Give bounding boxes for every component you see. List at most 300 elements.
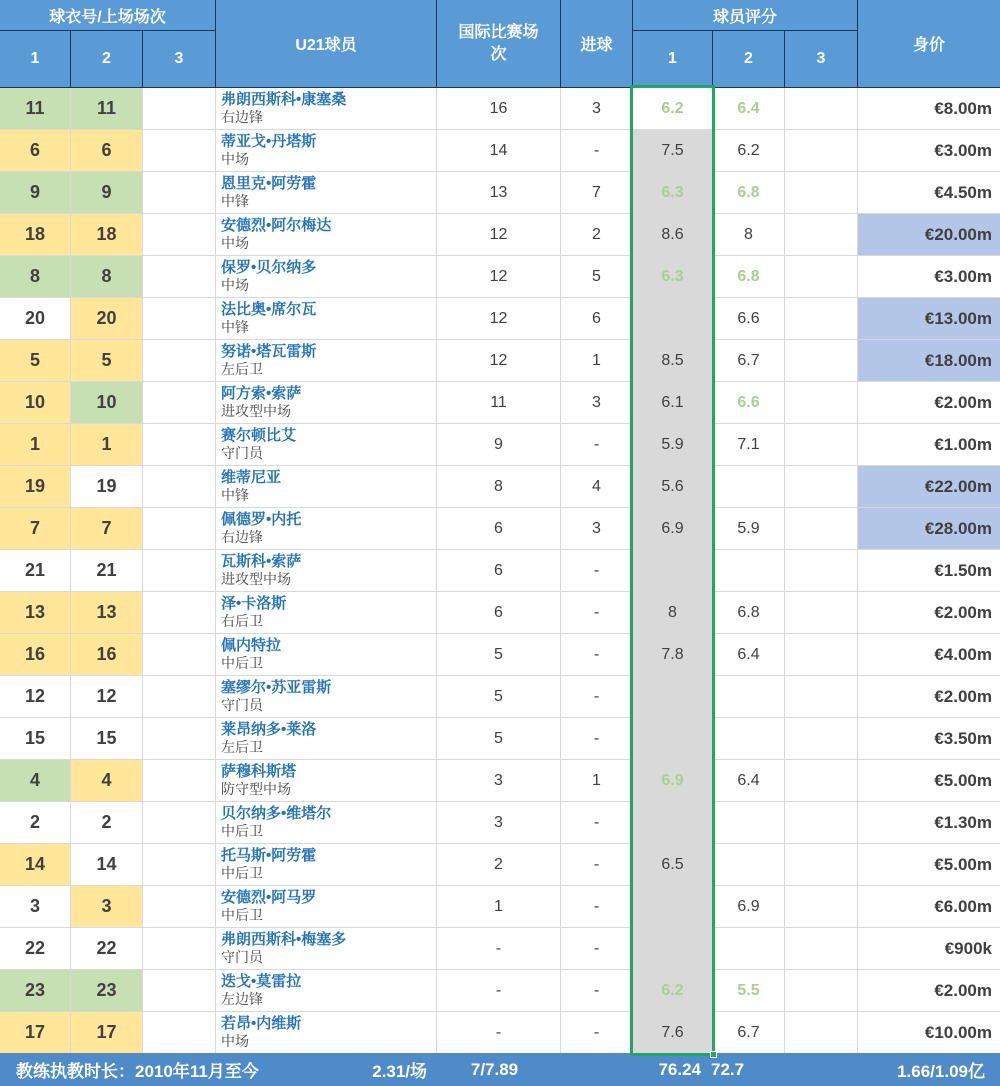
value-cell[interactable]: €3.00m — [858, 256, 1000, 297]
player-name: 努诺•塔瓦雷斯 — [221, 343, 317, 361]
intl-matches-cell[interactable]: 3 — [437, 802, 560, 843]
jersey-2-cell[interactable]: 17 — [71, 1012, 142, 1053]
rating-2-cell[interactable]: 6.9 — [713, 886, 784, 927]
rating-2-cell[interactable]: 6.6 — [713, 382, 784, 423]
header-goals-col[interactable]: 进球 — [561, 0, 632, 87]
intl-matches-cell[interactable]: 16 — [437, 88, 560, 129]
matches-total-value: 7/7.89 — [470, 1059, 519, 1079]
rating-2-cell[interactable]: 6.4 — [713, 88, 784, 129]
summary-footer — [0, 1053, 1000, 1086]
player-position: 中后卫 — [221, 655, 263, 672]
rating-1-cell[interactable]: 6.9 — [633, 508, 712, 549]
player-cell[interactable] — [216, 508, 436, 549]
goals-cell[interactable]: - — [561, 592, 632, 633]
footer-left — [0, 1057, 433, 1082]
goals-cell[interactable]: 1 — [561, 760, 632, 801]
value-cell[interactable]: €1.50m — [858, 550, 1000, 591]
jersey-1-cell[interactable]: 19 — [0, 466, 70, 507]
player-cell[interactable] — [216, 886, 436, 927]
rating-3-cell[interactable] — [785, 256, 857, 297]
jersey-2-cell[interactable]: 19 — [71, 466, 142, 507]
jersey-2-cell[interactable]: 16 — [71, 634, 142, 675]
intl-matches-cell[interactable]: 12 — [437, 340, 560, 381]
rating-2-cell[interactable]: 6.7 — [713, 1012, 784, 1053]
player-name: 瓦斯科•索萨 — [221, 553, 302, 571]
jersey-1-cell[interactable]: 2 — [0, 802, 70, 843]
jersey-3-cell[interactable] — [143, 886, 215, 927]
jersey-2-cell[interactable]: 5 — [71, 340, 142, 381]
header-value-col[interactable]: 身价 — [858, 0, 1000, 87]
rating-1-cell[interactable] — [633, 676, 712, 717]
player-position: 右边锋 — [221, 529, 263, 546]
jersey-3-cell[interactable] — [143, 844, 215, 885]
player-position: 中场 — [221, 277, 249, 294]
intl-matches-cell[interactable]: 12 — [437, 256, 560, 297]
rating-1-cell[interactable] — [633, 886, 712, 927]
player-name: 萨穆科斯塔 — [221, 763, 297, 781]
player-name: 阿方索•索萨 — [221, 385, 302, 403]
intl-matches-cell[interactable]: 14 — [437, 130, 560, 171]
value-cell[interactable]: €3.50m — [858, 718, 1000, 759]
player-cell[interactable] — [216, 676, 436, 717]
player-name: 保罗•贝尔纳多 — [221, 259, 317, 277]
jersey-2-cell[interactable]: 1 — [71, 424, 142, 465]
value-cell[interactable]: €1.00m — [858, 424, 1000, 465]
jersey-3-cell[interactable] — [143, 718, 215, 759]
header-rating-group[interactable]: 球员评分 — [633, 0, 857, 30]
value-cell[interactable]: €28.00m — [858, 508, 1000, 549]
jersey-1-cell[interactable]: 17 — [0, 1012, 70, 1053]
player-cell[interactable] — [216, 550, 436, 591]
jersey-2-cell[interactable]: 22 — [71, 928, 142, 969]
rating-1-cell[interactable]: 7.6 — [633, 1012, 712, 1053]
rating-1-cell[interactable]: 8 — [633, 592, 712, 633]
rating-2-cell[interactable]: 6.8 — [713, 172, 784, 213]
goals-cell[interactable]: - — [561, 718, 632, 759]
value-cell[interactable]: €20.00m — [858, 214, 1000, 255]
value-cell[interactable]: €2.00m — [858, 382, 1000, 423]
player-position: 左后卫 — [221, 739, 263, 756]
rating1-total-value: 76.24 — [658, 1059, 701, 1079]
rating2-total-value: 72.7 — [711, 1059, 745, 1079]
jersey-1-cell[interactable]: 3 — [0, 886, 70, 927]
rating-3-cell[interactable] — [785, 844, 857, 885]
jersey-1-cell[interactable]: 20 — [0, 298, 70, 339]
player-cell[interactable] — [216, 172, 436, 213]
value-cell[interactable]: €13.00m — [858, 298, 1000, 339]
player-cell[interactable] — [216, 382, 436, 423]
rating-3-cell[interactable] — [785, 382, 857, 423]
player-position: 中锋 — [221, 487, 249, 504]
jersey-3-cell[interactable] — [143, 130, 215, 171]
jersey-3-cell[interactable] — [143, 298, 215, 339]
player-name: 泽•卡洛斯 — [221, 595, 287, 613]
intl-matches-cell[interactable]: 1 — [437, 886, 560, 927]
rating-1-cell[interactable]: 5.6 — [633, 466, 712, 507]
rating-3-cell[interactable] — [785, 298, 857, 339]
rating-3-cell[interactable] — [785, 424, 857, 465]
player-name: 若昂•内维斯 — [221, 1015, 302, 1033]
player-name: 迭戈•莫雷拉 — [221, 973, 302, 991]
player-cell[interactable] — [216, 844, 436, 885]
goals-cell[interactable]: - — [561, 886, 632, 927]
header-intl-matches-label: 国际比赛场次 — [458, 23, 539, 63]
jersey-1-cell[interactable]: 11 — [0, 88, 70, 129]
player-name: 安德烈•阿马罗 — [221, 889, 317, 907]
jersey-3-cell[interactable] — [143, 634, 215, 675]
rating-3-cell[interactable] — [785, 172, 857, 213]
jersey-1-cell[interactable]: 21 — [0, 550, 70, 591]
rating-2-cell[interactable] — [713, 928, 784, 969]
player-cell[interactable] — [216, 928, 436, 969]
header-jersey-col-3[interactable]: 3 — [143, 31, 215, 87]
jersey-1-cell[interactable]: 14 — [0, 844, 70, 885]
player-cell[interactable] — [216, 130, 436, 171]
goals-cell[interactable]: 2 — [561, 214, 632, 255]
jersey-1-cell[interactable]: 6 — [0, 130, 70, 171]
player-cell[interactable] — [216, 760, 436, 801]
player-cell[interactable] — [216, 1012, 436, 1053]
goals-cell[interactable]: - — [561, 844, 632, 885]
jersey-3-cell[interactable] — [143, 676, 215, 717]
value-cell[interactable]: €22.00m — [858, 466, 1000, 507]
goals-cell[interactable]: - — [561, 1012, 632, 1053]
jersey-3-cell[interactable] — [143, 550, 215, 591]
rating-2-cell[interactable]: 6.8 — [713, 592, 784, 633]
goals-cell[interactable]: - — [561, 130, 632, 171]
header-rating-col-2[interactable]: 2 — [713, 31, 784, 87]
goals-cell[interactable]: - — [561, 634, 632, 675]
goals-cell[interactable]: - — [561, 550, 632, 591]
rating-1-cell[interactable]: 6.2 — [633, 88, 712, 129]
jersey-2-cell[interactable]: 4 — [71, 760, 142, 801]
rating-1-cell[interactable]: 6.3 — [633, 172, 712, 213]
player-cell[interactable] — [216, 88, 436, 129]
rating-2-cell[interactable]: 6.6 — [713, 298, 784, 339]
player-position: 中后卫 — [221, 823, 263, 840]
player-name: 塞缪尔•苏亚雷斯 — [221, 679, 332, 697]
jersey-1-cell[interactable]: 4 — [0, 760, 70, 801]
rating-2-cell[interactable] — [713, 676, 784, 717]
rating-2-cell[interactable]: 6.4 — [713, 634, 784, 675]
player-name: 安德烈•阿尔梅达 — [221, 217, 332, 235]
jersey-3-cell[interactable] — [143, 592, 215, 633]
intl-matches-cell[interactable]: 6 — [437, 550, 560, 591]
player-position: 进攻型中场 — [221, 571, 291, 588]
intl-matches-cell[interactable]: 8 — [437, 466, 560, 507]
player-name: 贝尔纳多•维塔尔 — [221, 805, 332, 823]
player-name: 赛尔顿比艾 — [221, 427, 297, 445]
player-position: 进攻型中场 — [221, 403, 291, 420]
rating-1-cell[interactable] — [633, 550, 712, 591]
rating-3-cell[interactable] — [785, 88, 857, 129]
player-name: 法比奥•席尔瓦 — [221, 301, 317, 319]
player-name: 佩内特拉 — [221, 637, 282, 655]
jersey-3-cell[interactable] — [143, 928, 215, 969]
value-cell[interactable]: €1.30m — [858, 802, 1000, 843]
jersey-3-cell[interactable] — [143, 760, 215, 801]
rating-1-cell[interactable]: 8.6 — [633, 214, 712, 255]
player-position: 中锋 — [221, 193, 249, 210]
player-position: 左后卫 — [221, 361, 263, 378]
rating-3-cell[interactable] — [785, 466, 857, 507]
intl-matches-cell[interactable]: - — [437, 970, 560, 1011]
player-name: 弗朗西斯科•康塞桑 — [221, 91, 347, 109]
jersey-2-cell[interactable]: 7 — [71, 508, 142, 549]
rating-3-cell[interactable] — [785, 550, 857, 591]
jersey-1-cell[interactable]: 13 — [0, 592, 70, 633]
value-cell[interactable]: €4.00m — [858, 634, 1000, 675]
rating-2-cell[interactable]: 6.7 — [713, 340, 784, 381]
value-cell[interactable]: €3.00m — [858, 130, 1000, 171]
jersey-2-cell[interactable]: 2 — [71, 802, 142, 843]
jersey-3-cell[interactable] — [143, 466, 215, 507]
player-position: 左边锋 — [221, 991, 263, 1008]
value-cell[interactable]: €2.00m — [858, 970, 1000, 1011]
rating-2-cell[interactable]: 6.8 — [713, 256, 784, 297]
rating-1-cell[interactable]: 7.5 — [633, 130, 712, 171]
jersey-1-cell[interactable]: 15 — [0, 718, 70, 759]
coach-tenure-label: 教练执教时长：2010年11月至今 — [16, 1062, 259, 1081]
header-player-col[interactable]: U21球员 — [216, 0, 436, 87]
table-header — [0, 0, 1000, 88]
goals-cell[interactable]: - — [561, 676, 632, 717]
rating-2-cell[interactable] — [713, 550, 784, 591]
intl-matches-cell[interactable]: 9 — [437, 424, 560, 465]
jersey-1-cell[interactable]: 12 — [0, 676, 70, 717]
goals-cell[interactable]: - — [561, 802, 632, 843]
header-jersey-col-1[interactable]: 1 — [0, 31, 70, 87]
rating-3-cell[interactable] — [785, 508, 857, 549]
rating-1-cell[interactable]: 6.1 — [633, 382, 712, 423]
player-name: 莱昂纳多•莱洛 — [221, 721, 317, 739]
rating-1-cell[interactable]: 8.5 — [633, 340, 712, 381]
goals-cell[interactable]: - — [561, 424, 632, 465]
jersey-3-cell[interactable] — [143, 172, 215, 213]
player-position: 中锋 — [221, 319, 249, 336]
intl-matches-cell[interactable]: 5 — [437, 634, 560, 675]
jersey-2-cell[interactable]: 18 — [71, 214, 142, 255]
rating-1-cell[interactable]: 6.5 — [633, 844, 712, 885]
jersey-3-cell[interactable] — [143, 802, 215, 843]
intl-matches-cell[interactable]: 2 — [437, 844, 560, 885]
value-cell[interactable]: €5.00m — [858, 760, 1000, 801]
jersey-2-cell[interactable]: 10 — [71, 382, 142, 423]
goals-cell[interactable]: 1 — [561, 340, 632, 381]
jersey-1-cell[interactable]: 1 — [0, 424, 70, 465]
jersey-2-cell[interactable]: 8 — [71, 256, 142, 297]
rating-1-cell[interactable] — [633, 928, 712, 969]
rating-3-cell[interactable] — [785, 676, 857, 717]
rating-1-cell[interactable] — [633, 298, 712, 339]
value-cell[interactable]: €10.00m — [858, 1012, 1000, 1053]
player-cell[interactable] — [216, 214, 436, 255]
rating-2-cell[interactable] — [713, 844, 784, 885]
header-rating-col-3[interactable]: 3 — [785, 31, 857, 87]
rating-2-cell[interactable] — [713, 718, 784, 759]
rating-2-cell[interactable] — [713, 466, 784, 507]
header-jersey-col-2[interactable]: 2 — [71, 31, 142, 87]
goals-cell[interactable]: 3 — [561, 508, 632, 549]
player-position: 守门员 — [221, 445, 263, 462]
header-intl-matches-col[interactable] — [437, 0, 560, 87]
rating-3-cell[interactable] — [785, 718, 857, 759]
jersey-1-cell[interactable]: 10 — [0, 382, 70, 423]
value-cell[interactable]: €4.50m — [858, 172, 1000, 213]
intl-matches-cell[interactable]: 12 — [437, 298, 560, 339]
player-name: 托马斯•阿劳霍 — [221, 847, 317, 865]
player-cell[interactable] — [216, 466, 436, 507]
intl-matches-cell[interactable]: 13 — [437, 172, 560, 213]
rating-1-cell[interactable]: 6.2 — [633, 970, 712, 1011]
jersey-1-cell[interactable]: 16 — [0, 634, 70, 675]
rating-2-cell[interactable]: 6.2 — [713, 130, 784, 171]
jersey-2-cell[interactable]: 23 — [71, 970, 142, 1011]
rating-2-cell[interactable]: 5.5 — [713, 970, 784, 1011]
intl-matches-cell[interactable]: 5 — [437, 718, 560, 759]
rating-1-cell[interactable]: 7.8 — [633, 634, 712, 675]
jersey-1-cell[interactable]: 22 — [0, 928, 70, 969]
value-cell[interactable]: €6.00m — [858, 886, 1000, 927]
rating-3-cell[interactable] — [785, 760, 857, 801]
jersey-2-cell[interactable]: 11 — [71, 88, 142, 129]
jersey-3-cell[interactable] — [143, 382, 215, 423]
player-position: 中后卫 — [221, 865, 263, 882]
intl-matches-cell[interactable]: 3 — [437, 760, 560, 801]
player-cell[interactable] — [216, 424, 436, 465]
jersey-2-cell[interactable]: 6 — [71, 130, 142, 171]
player-name: 佩德罗•内托 — [221, 511, 302, 529]
rating-3-cell[interactable] — [785, 592, 857, 633]
jersey-2-cell[interactable]: 12 — [71, 676, 142, 717]
jersey-2-cell[interactable]: 21 — [71, 550, 142, 591]
player-position: 中场 — [221, 1033, 249, 1050]
value-cell[interactable]: €8.00m — [858, 88, 1000, 129]
rating-3-cell[interactable] — [785, 340, 857, 381]
rating-1-cell[interactable] — [633, 718, 712, 759]
player-name: 弗朗西斯科•梅塞多 — [221, 931, 347, 949]
jersey-2-cell[interactable]: 14 — [71, 844, 142, 885]
value-cell[interactable]: €5.00m — [858, 844, 1000, 885]
jersey-3-cell[interactable] — [143, 256, 215, 297]
jersey-3-cell[interactable] — [143, 214, 215, 255]
squad-value-total: 1.66/1.09亿 — [897, 1062, 985, 1081]
jersey-1-cell[interactable]: 18 — [0, 214, 70, 255]
goals-per-match-value: 2.31/场 — [372, 1062, 427, 1081]
goals-cell[interactable]: 6 — [561, 298, 632, 339]
goals-cell[interactable]: 3 — [561, 382, 632, 423]
player-name: 恩里克•阿劳霍 — [221, 175, 317, 193]
intl-matches-cell[interactable]: 6 — [437, 508, 560, 549]
player-position: 右后卫 — [221, 613, 263, 630]
goals-cell[interactable]: - — [561, 928, 632, 969]
jersey-2-cell[interactable]: 13 — [71, 592, 142, 633]
rating-3-cell[interactable] — [785, 634, 857, 675]
jersey-2-cell[interactable]: 3 — [71, 886, 142, 927]
value-cell[interactable]: €2.00m — [858, 676, 1000, 717]
player-cell[interactable] — [216, 634, 436, 675]
intl-matches-cell[interactable]: - — [437, 1012, 560, 1053]
player-position: 守门员 — [221, 697, 263, 714]
player-cell[interactable] — [216, 802, 436, 843]
intl-matches-cell[interactable]: 5 — [437, 676, 560, 717]
player-name: 蒂亚戈•丹塔斯 — [221, 133, 317, 151]
rating-3-cell[interactable] — [785, 1012, 857, 1053]
intl-matches-cell[interactable]: 12 — [437, 214, 560, 255]
player-cell[interactable] — [216, 592, 436, 633]
player-cell[interactable] — [216, 298, 436, 339]
jersey-1-cell[interactable]: 9 — [0, 172, 70, 213]
intl-matches-cell[interactable]: 11 — [437, 382, 560, 423]
goals-cell[interactable]: 4 — [561, 466, 632, 507]
player-position: 中场 — [221, 151, 249, 168]
jersey-3-cell[interactable] — [143, 340, 215, 381]
selection-fill-handle[interactable] — [710, 1051, 717, 1058]
jersey-3-cell[interactable] — [143, 970, 215, 1011]
jersey-2-cell[interactable]: 20 — [71, 298, 142, 339]
jersey-3-cell[interactable] — [143, 508, 215, 549]
player-position: 防守型中场 — [221, 781, 291, 798]
rating-3-cell[interactable] — [785, 802, 857, 843]
jersey-2-cell[interactable]: 15 — [71, 718, 142, 759]
rating-2-cell[interactable] — [713, 802, 784, 843]
jersey-1-cell[interactable]: 8 — [0, 256, 70, 297]
goals-cell[interactable]: 5 — [561, 256, 632, 297]
rating-3-cell[interactable] — [785, 970, 857, 1011]
jersey-3-cell[interactable] — [143, 1012, 215, 1053]
player-position: 中后卫 — [221, 907, 263, 924]
rating-2-cell[interactable]: 8 — [713, 214, 784, 255]
goals-cell[interactable]: - — [561, 970, 632, 1011]
value-cell[interactable]: €2.00m — [858, 592, 1000, 633]
rating-1-cell[interactable] — [633, 802, 712, 843]
goals-cell[interactable]: 7 — [561, 172, 632, 213]
goals-cell[interactable]: 3 — [561, 88, 632, 129]
rating-1-cell[interactable]: 6.3 — [633, 256, 712, 297]
rating-3-cell[interactable] — [785, 928, 857, 969]
rating-3-cell[interactable] — [785, 886, 857, 927]
rating-3-cell[interactable] — [785, 130, 857, 171]
jersey-1-cell[interactable]: 7 — [0, 508, 70, 549]
rating-2-cell[interactable]: 5.9 — [713, 508, 784, 549]
jersey-3-cell[interactable] — [143, 424, 215, 465]
player-position: 守门员 — [221, 949, 263, 966]
jersey-3-cell[interactable] — [143, 88, 215, 129]
jersey-1-cell[interactable]: 23 — [0, 970, 70, 1011]
player-position: 中场 — [221, 235, 249, 252]
jersey-2-cell[interactable]: 9 — [71, 172, 142, 213]
player-rows — [0, 88, 1000, 1053]
rating-1-cell[interactable]: 6.9 — [633, 760, 712, 801]
jersey-1-cell[interactable]: 5 — [0, 340, 70, 381]
rating-3-cell[interactable] — [785, 214, 857, 255]
value-cell[interactable]: €18.00m — [858, 340, 1000, 381]
player-cell[interactable] — [216, 718, 436, 759]
rating-2-cell[interactable]: 6.4 — [713, 760, 784, 801]
player-position: 右边锋 — [221, 109, 263, 126]
value-cell[interactable]: €900k — [858, 928, 1000, 969]
player-cell[interactable] — [216, 340, 436, 381]
rating-1-cell[interactable]: 5.9 — [633, 424, 712, 465]
header-jersey-group[interactable]: 球衣号/上场场次 — [0, 0, 215, 30]
player-name: 维蒂尼亚 — [221, 469, 282, 487]
player-cell[interactable] — [216, 256, 436, 297]
intl-matches-cell[interactable]: - — [437, 928, 560, 969]
intl-matches-cell[interactable]: 6 — [437, 592, 560, 633]
player-cell[interactable] — [216, 970, 436, 1011]
rating-2-cell[interactable]: 7.1 — [713, 424, 784, 465]
header-rating-col-1[interactable]: 1 — [633, 31, 712, 87]
